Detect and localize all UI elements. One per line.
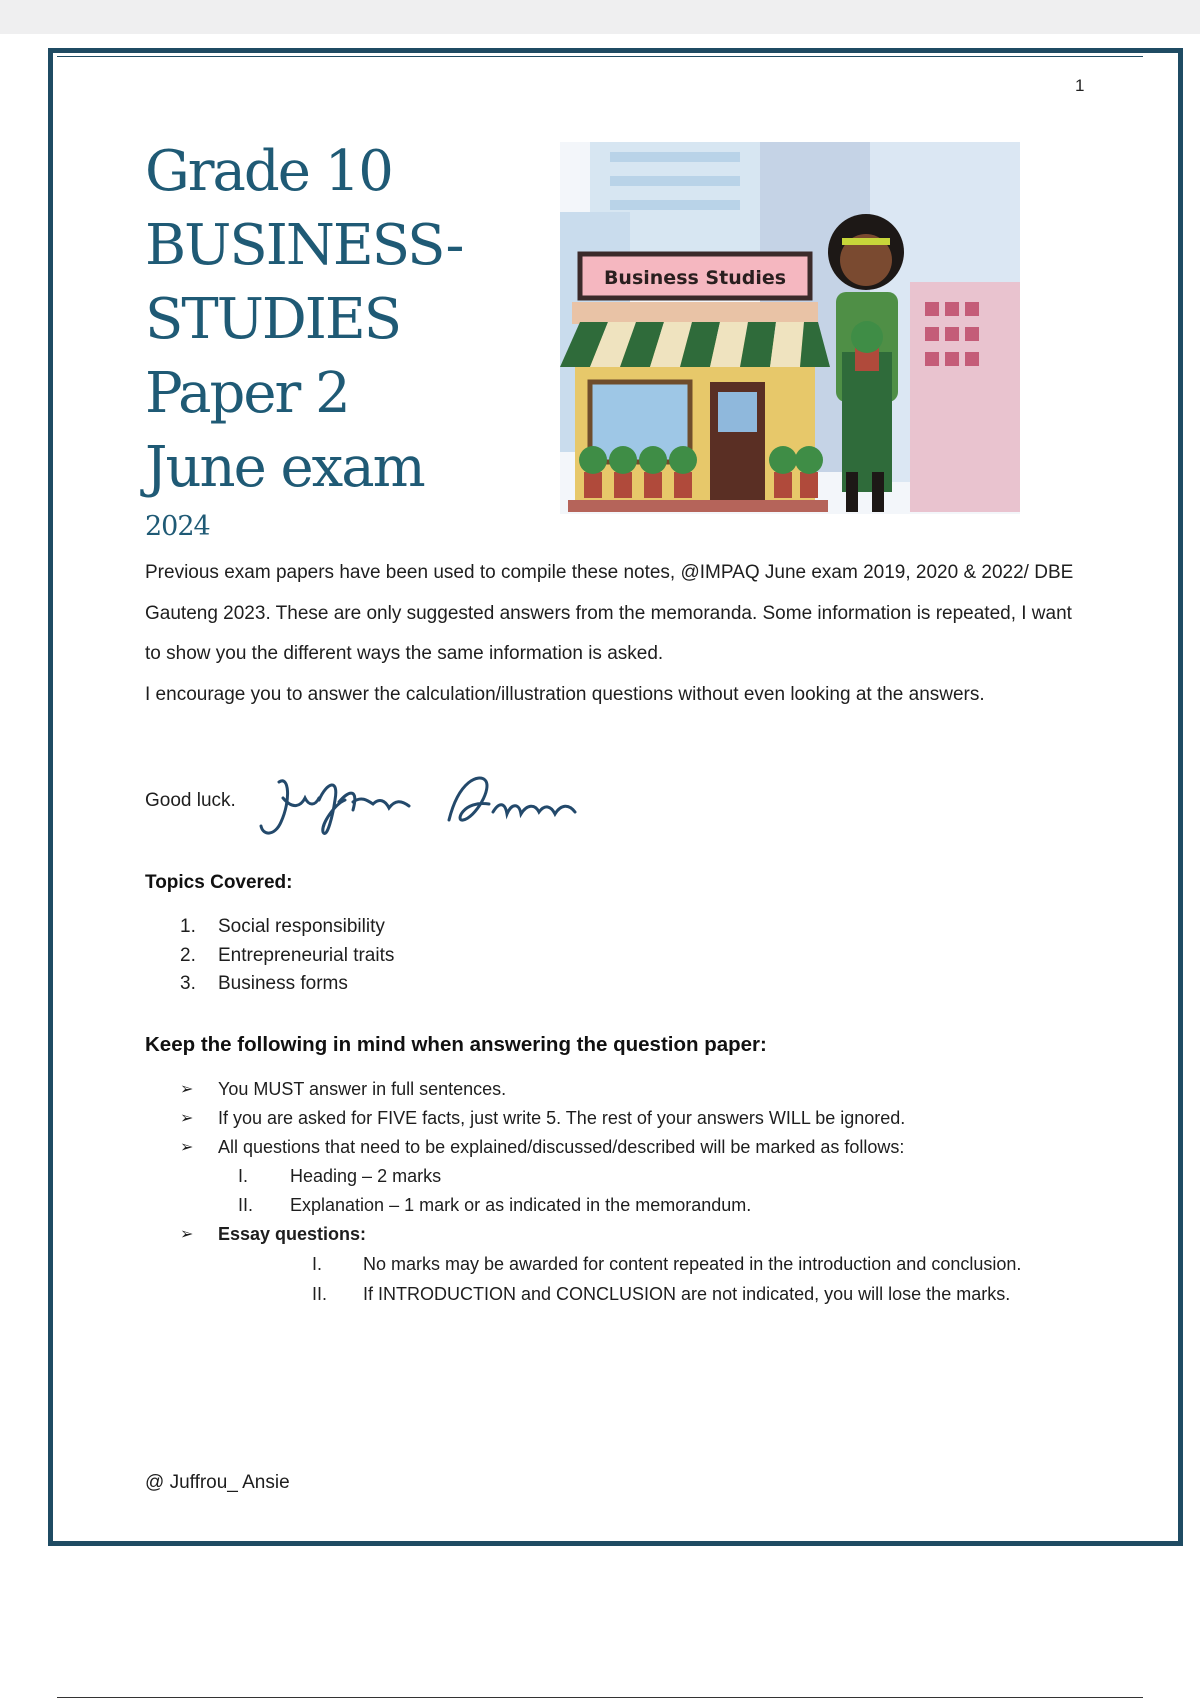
title-line-grade: Grade 10: [145, 139, 392, 204]
handwritten-signature: [249, 770, 639, 842]
list-item: [180, 1133, 1080, 1162]
intro-paragraph-2: I encourage you to answer the calculation/illustration questions without even looking at the answers.: [145, 683, 985, 705]
rule-text: All questions that need to be explained/discussed/described will be marked as follows:: [218, 1137, 905, 1157]
list-number: 1.: [180, 916, 196, 937]
title-year: 2024: [145, 511, 210, 542]
marking-item: [180, 1191, 1080, 1220]
shop-illustration: [550, 142, 1026, 514]
list-number: 2.: [180, 944, 196, 966]
guidelines-list: [180, 1075, 1080, 1309]
title-line-exam: June exam: [145, 435, 424, 500]
intro-text: [145, 553, 1075, 715]
marking-text: Explanation – 1 mark or as indicated in the memorandum.: [290, 1195, 752, 1215]
essay-item: [180, 1249, 1080, 1279]
topic-label: Business forms: [218, 973, 348, 994]
arrow-bullet-icon: ➢: [180, 1139, 194, 1156]
topics-list: [180, 913, 394, 999]
title-line-paper: Paper 2: [145, 361, 349, 426]
guidelines-heading: Keep the following in mind when answering the question paper:: [145, 1033, 767, 1056]
topics-heading: Topics Covered:: [145, 872, 293, 893]
good-luck-line: [145, 770, 645, 840]
marking-text: Heading – 2 marks: [290, 1166, 442, 1186]
intro-paragraph-1: Previous exam papers have been used to compile these notes, @IMPAQ June exam 2019, 2020 & 2022/ DBE Gauteng 2023. These are only suggested answers from the memoranda. Some information is repeated, I want to show you the different ways the same information is asked.: [145, 562, 1074, 664]
roman-numeral: II.: [312, 1284, 328, 1304]
essay-item: [180, 1279, 1080, 1309]
footer-handle: @ Juffrou_ Ansie: [145, 1472, 290, 1493]
title-block: [145, 135, 565, 545]
arrow-bullet-icon: ➢: [180, 1110, 194, 1127]
rule-text: If you are asked for FIVE facts, just write 5. The rest of your answers WILL be ignored.: [218, 1108, 906, 1128]
essay-text: If INTRODUCTION and CONCLUSION are not indicated, you will lose the marks.: [363, 1284, 1011, 1304]
frame-top-rule: [57, 56, 1143, 57]
svg-text:Business Studies: Business Studies: [603, 267, 787, 289]
roman-numeral: I.: [238, 1166, 249, 1186]
topic-label: Entrepreneurial traits: [218, 944, 395, 966]
roman-numeral: I.: [312, 1254, 323, 1274]
title-line-studies: STUDIES: [145, 287, 401, 352]
next-page-rule: [57, 1697, 1143, 1698]
roman-numeral: II.: [238, 1195, 254, 1215]
top-strip: [0, 0, 1200, 34]
marking-item: [180, 1162, 1080, 1191]
list-item: [180, 970, 394, 999]
rule-text: You MUST answer in full sentences.: [218, 1079, 507, 1099]
list-number: 3.: [180, 973, 196, 994]
essay-title: Essay questions:: [218, 1224, 367, 1244]
list-item: [180, 942, 394, 971]
essay-text: No marks may be awarded for content repeated in the introduction and conclusion.: [363, 1254, 1022, 1274]
title-line-business: BUSINESS-: [145, 213, 463, 278]
list-item: [180, 913, 394, 942]
list-item: [180, 1075, 1080, 1104]
arrow-bullet-icon: ➢: [180, 1226, 194, 1243]
topic-label: Social responsibility: [218, 916, 385, 937]
list-item: [180, 1220, 1080, 1249]
list-item: [180, 1104, 1080, 1133]
arrow-bullet-icon: ➢: [180, 1081, 194, 1098]
page-number: 1: [1075, 76, 1085, 95]
good-luck-text: Good luck.: [145, 790, 236, 811]
